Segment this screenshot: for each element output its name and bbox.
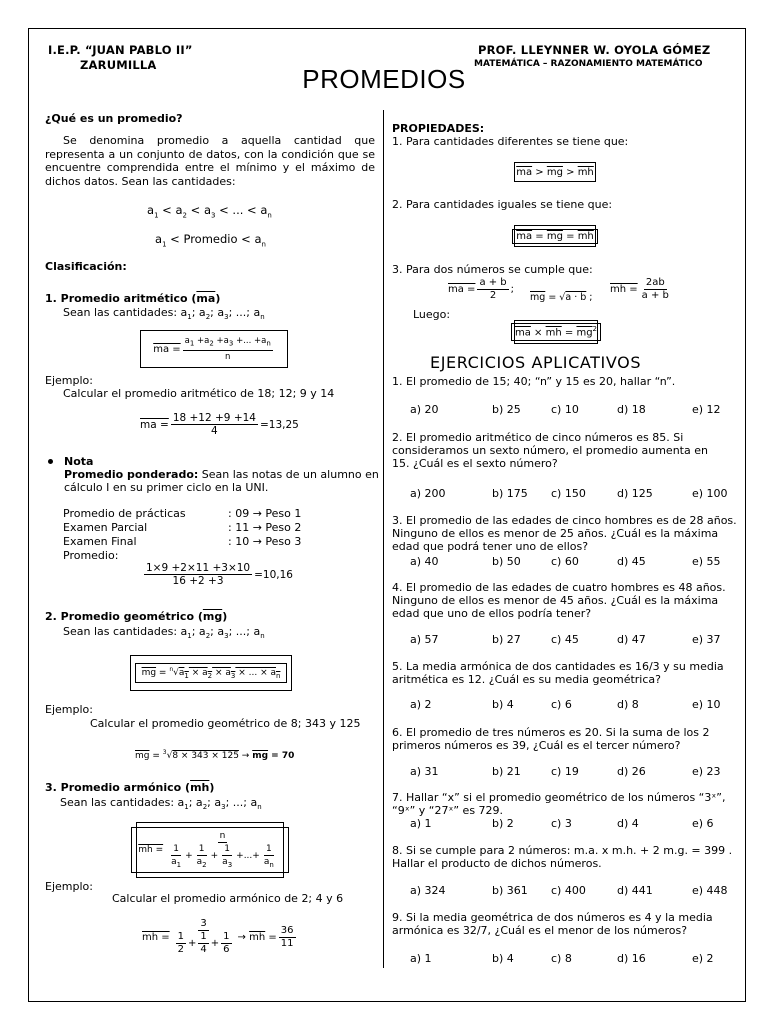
- example-1-text: Calcular el promedio aritmético de 18; 12; 9 y 14: [63, 387, 335, 400]
- example-2-label: Ejemplo:: [45, 703, 93, 716]
- subject-name: MATEMÁTICA – RAZONAMIENTO MATEMÁTICO: [474, 59, 703, 69]
- intro-paragraph: Se denomina promedio a aquella cantidad que representa a un conjunto de datos, con la condición que se encuentre comprendida entre el mínimo y el máximo de dichos datos. Sean las cantidades:: [45, 134, 375, 188]
- exercise-4-question-line: Ninguno de ellos es menor de 45 años. ¿Cuál es la máxima: [392, 594, 719, 607]
- nota-parcial-name: Examen Parcial: [63, 521, 148, 534]
- ph-formula: mh = n $\frac{1}{a_1}$ + $\frac{1}{a_2}$ + $\frac{1}{a_3}$ +...+ $\frac{1}{a_n}$: [131, 827, 289, 874]
- pa-formula-numerator: $a_1 +a_2 +a_3$ +... $+a_n$: [183, 335, 273, 351]
- exercise-3-option: c) 60: [551, 555, 579, 568]
- exercise-1-option: e) 12: [692, 403, 721, 416]
- example-3-formula: mh = 3 $\frac{1}{2}$ + $\frac{1}{4}$ + $\frac{1}{6}$ → $\overline{mh}$ = $\frac{36}{11}$: [142, 918, 294, 955]
- exercise-1-option: a) 20: [410, 403, 439, 416]
- exercise-8-option: c) 400: [551, 884, 586, 897]
- exercise-2-question-line: 2. El promedio aritmético de cinco números es 85. Si: [392, 431, 684, 444]
- ejercicios-heading: EJERCICIOS APLICATIVOS: [430, 353, 642, 372]
- exercise-8-option: a) 324: [410, 884, 446, 897]
- page-title: PROMEDIOS: [302, 64, 466, 94]
- nota-bullet: [48, 459, 53, 464]
- exercise-9-option: d) 16: [617, 952, 646, 965]
- exercise-7-option: e) 6: [692, 817, 714, 830]
- exercise-1-question-line: 1. El promedio de 15; 40; “n” y 15 es 20, hallar “n”.: [392, 375, 676, 388]
- pp-formula: $\frac{1\times 9 +2\times 11 +3\times 10}{16 +2 +3}$ =10,16: [146, 562, 293, 587]
- exercise-8-question-line: Hallar el producto de dichos números.: [392, 857, 602, 870]
- exercise-3-question-line: Ninguno de ellos es menor de 25 años. ¿Cuál es la máxima: [392, 527, 719, 540]
- clasificacion-heading: Clasificación:: [45, 260, 127, 273]
- nota-final-value: : 10 → Peso 3: [228, 535, 302, 548]
- example-1-label: Ejemplo:: [45, 374, 93, 387]
- exercise-7-option: c) 3: [551, 817, 572, 830]
- teacher-name: PROF. LLEYNNER W. OYOLA GÓMEZ: [478, 43, 711, 57]
- nota-parcial-value: : 11 → Peso 2: [228, 521, 302, 534]
- school-name: I.E.P. “JUAN PABLO II”: [48, 43, 193, 57]
- exercise-3-option: b) 50: [492, 555, 521, 568]
- exercise-6-option: b) 21: [492, 765, 521, 778]
- exercise-8-option: b) 361: [492, 884, 528, 897]
- exercise-6-option: c) 19: [551, 765, 579, 778]
- ph-sean: Sean las cantidades: $a_1$; $a_2$; $a_3$; ...; $a_n$: [60, 796, 262, 812]
- example-3-label: Ejemplo:: [45, 880, 93, 893]
- prop-3-mh: mh = $\frac{2ab}{a + b}$: [610, 277, 669, 301]
- school-location: ZARUMILLA: [80, 58, 157, 72]
- exercise-7-option: b) 2: [492, 817, 514, 830]
- exercise-3-option: d) 45: [617, 555, 646, 568]
- exercise-9-option: c) 8: [551, 952, 572, 965]
- exercise-2-question-line: 15. ¿Cuál es el sexto número?: [392, 457, 558, 470]
- inequality-1: $a_1 < a_2 < a_3$ < ... < $a_n$: [147, 203, 272, 220]
- exercise-9-question-line: armónica es 32/7, ¿Cuál es el menor de los números?: [392, 924, 688, 937]
- exercise-6-option: d) 26: [617, 765, 646, 778]
- exercise-4-option: c) 45: [551, 633, 579, 646]
- prop-2-box: $\overline{ma} = \overline{mg} = \overline{mh}$: [514, 225, 596, 247]
- exercise-6-question-line: primeros números es 39, ¿Cuál es el tercer número?: [392, 739, 681, 752]
- exercise-5-option: a) 2: [410, 698, 432, 711]
- exercise-2-option: a) 200: [410, 487, 446, 500]
- example-1-formula: ma = $\frac{18 +12 +9 +14}{4}$ =13,25: [140, 412, 299, 437]
- prop-1-box: $\overline{ma} > \overline{mg} > \overline{mh}$: [514, 162, 596, 182]
- exercise-2-option: e) 100: [692, 487, 728, 500]
- exercise-2-question-line: consideramos un sexto número, el promedio aumenta en: [392, 444, 708, 457]
- exercise-6-option: a) 31: [410, 765, 439, 778]
- exercise-3-question-line: edad que podrá tener uno de ellos?: [392, 540, 589, 553]
- exercise-1-option: d) 18: [617, 403, 646, 416]
- nota-final-name: Examen Final: [63, 535, 137, 548]
- exercise-2-option: d) 125: [617, 487, 653, 500]
- prop-2-text: 2. Para cantidades iguales se tiene que:: [392, 198, 613, 211]
- exercise-7-option: d) 4: [617, 817, 639, 830]
- exercise-8-option: e) 448: [692, 884, 728, 897]
- ph-formula-box: [136, 822, 284, 878]
- pp-line-1: Promedio ponderado: Sean las notas de un alumno en: [64, 468, 379, 481]
- exercise-5-option: d) 8: [617, 698, 639, 711]
- exercise-2-option: b) 175: [492, 487, 528, 500]
- pg-formula-box: [130, 655, 292, 691]
- exercise-3-option: e) 55: [692, 555, 721, 568]
- nota-practicas-name: Promedio de prácticas: [63, 507, 186, 520]
- exercise-4-question-line: edad que uno de ellos podría tener?: [392, 607, 592, 620]
- exercise-9-option: b) 4: [492, 952, 514, 965]
- exercise-5-option: b) 4: [492, 698, 514, 711]
- pg-formula: $\overline{mg} = ^n√a_1 \times a_2 \times a_3$ × ... × $a_n$: [135, 663, 288, 683]
- example-3-text: Calcular el promedio armónico de 2; 4 y 6: [112, 892, 344, 905]
- exercise-5-option: e) 10: [692, 698, 721, 711]
- exercise-6-question-line: 6. El promedio de tres números es 20. Si la suma de los 2: [392, 726, 710, 739]
- exercise-6-option: e) 23: [692, 765, 721, 778]
- exercise-5-option: c) 6: [551, 698, 572, 711]
- promedio-label: Promedio:: [63, 549, 119, 562]
- exercise-9-question-line: 9. Si la media geométrica de dos números es 4 y la media: [392, 911, 713, 924]
- exercise-3-option: a) 40: [410, 555, 439, 568]
- prop-3-mg: $\overline{mg} = √a \cdot b$ ;: [530, 292, 593, 303]
- exercise-5-question-line: aritmética es 12. ¿Cuál es su media geométrica?: [392, 673, 661, 686]
- nota-practicas-value: : 09 → Peso 1: [228, 507, 302, 520]
- exercise-8-option: d) 441: [617, 884, 653, 897]
- exercise-2-option: c) 150: [551, 487, 586, 500]
- luego-label: Luego:: [413, 308, 451, 321]
- exercise-5-question-line: 5. La media armónica de dos cantidades es 16/3 y su media: [392, 660, 724, 673]
- exercise-4-question-line: 4. El promedio de las edades de cuatro hombres es 48 años.: [392, 581, 726, 594]
- prop-1-text: 1. Para cantidades diferentes se tiene que:: [392, 135, 629, 148]
- example-2-formula: $\overline{mg} = ^3√8 \times 343 \times 125 \to \overline{mg} = 70$: [135, 749, 295, 761]
- exercise-7-question-line: “9ˣ” y “27ˣ” es 729.: [392, 804, 504, 817]
- exercise-1-option: c) 10: [551, 403, 579, 416]
- exercise-4-option: e) 37: [692, 633, 721, 646]
- question-heading: ¿Qué es un promedio?: [45, 112, 183, 125]
- exercise-3-question-line: 3. El promedio de las edades de cinco hombres es de 28 años.: [392, 514, 737, 527]
- pa-heading: 1. Promedio aritmético $(\overline{ma})$: [45, 292, 221, 305]
- ph-heading: 3. Promedio armónico $(\overline{mh})$: [45, 781, 215, 794]
- prop-3-box: $\overline{ma} \times \overline{mh} = \overline{mg}^2$: [514, 320, 598, 344]
- pg-heading: 2. Promedio geométrico $(\overline{mg})$: [45, 610, 228, 623]
- exercise-9-option: e) 2: [692, 952, 714, 965]
- exercise-7-option: a) 1: [410, 817, 432, 830]
- pp-line-2: cálculo I en su primer ciclo en la UNI.: [64, 481, 269, 494]
- prop-3-text: 3. Para dos números se cumple que:: [392, 263, 593, 276]
- pa-sean: Sean las cantidades: $a_1$; $a_2$; $a_3$; ...; $a_n$: [63, 306, 265, 322]
- column-divider: [383, 110, 384, 968]
- exercise-8-question-line: 8. Si se cumple para 2 números: m.a. x m.h. + 2 m.g. = 399 .: [392, 844, 733, 857]
- exercise-7-question-line: 7. Hallar “x” si el promedio geométrico de los números “3ˣ”,: [392, 791, 726, 804]
- prop-3-ma: ma = $\frac{a + b}{2}$ ;: [448, 277, 515, 301]
- inequality-2: $a_1$ < Promedio < $a_n$: [155, 232, 266, 249]
- pg-sean: Sean las cantidades: $a_1$; $a_2$; $a_3$; ...; $a_n$: [63, 625, 265, 641]
- exercise-9-option: a) 1: [410, 952, 432, 965]
- nota-heading: Nota: [64, 455, 94, 468]
- pa-formula-box: ma = $\frac{a_1 +a_2 +a_3 +... +a_n}{n}$: [140, 330, 288, 368]
- propiedades-heading: PROPIEDADES:: [392, 122, 485, 135]
- exercise-1-option: b) 25: [492, 403, 521, 416]
- example-2-text: Calcular el promedio geométrico de 8; 343 y 125: [90, 717, 361, 730]
- exercise-4-option: a) 57: [410, 633, 439, 646]
- exercise-4-option: d) 47: [617, 633, 646, 646]
- exercise-4-option: b) 27: [492, 633, 521, 646]
